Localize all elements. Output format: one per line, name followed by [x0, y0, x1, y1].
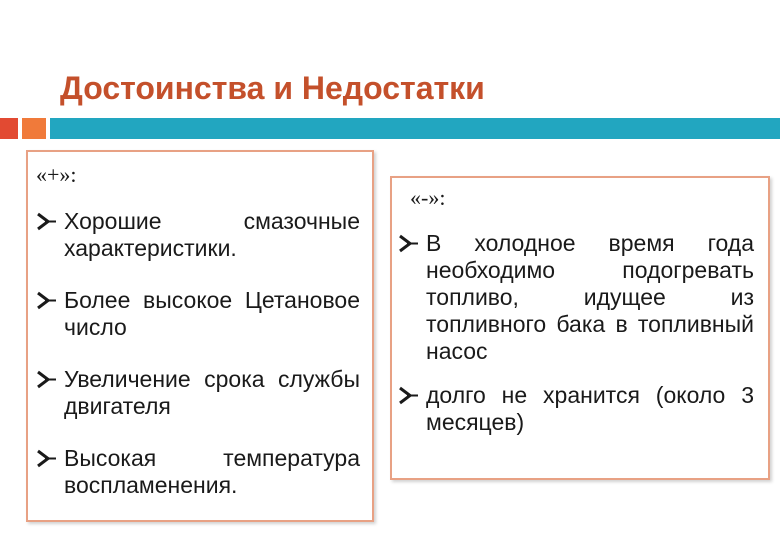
list-item-text: Высокая температура воспламенения. — [64, 445, 360, 498]
arrowhead-bullet-icon — [36, 287, 58, 314]
pros-box — [26, 150, 374, 522]
cons-list — [398, 230, 754, 453]
arrowhead-bullet-icon — [36, 366, 58, 393]
pros-header: «+»: — [36, 162, 77, 187]
arrowhead-bullet-icon — [36, 445, 58, 472]
list-item-text: Хорошие смазочные характеристики. — [64, 208, 360, 261]
list-item — [398, 382, 754, 436]
list-item-text: Увеличение срока службы двигателя — [64, 366, 360, 419]
cons-box — [390, 176, 770, 480]
list-item-text: В холодное время года необходимо подогревать топливо, идущее из топливного бака в топливный насос — [426, 230, 754, 364]
list-item — [36, 366, 360, 420]
arrowhead-bullet-icon — [36, 208, 58, 235]
arrowhead-bullet-icon — [398, 230, 420, 257]
list-item-text: долго не хранится (около 3 месяцев) — [426, 382, 754, 435]
accent-bar-teal — [50, 118, 780, 139]
accent-bar-orange — [22, 118, 46, 139]
arrowhead-bullet-icon — [398, 382, 420, 409]
accent-bar-red — [0, 118, 18, 139]
list-item — [36, 287, 360, 341]
slide-title: Достоинства и Недостатки — [60, 70, 485, 106]
list-item-text: Более высокое Цетановое число — [64, 287, 360, 340]
list-item — [398, 230, 754, 365]
list-item — [36, 208, 360, 262]
pros-list — [36, 208, 360, 524]
list-item — [36, 445, 360, 499]
cons-header: «-»: — [410, 185, 446, 210]
